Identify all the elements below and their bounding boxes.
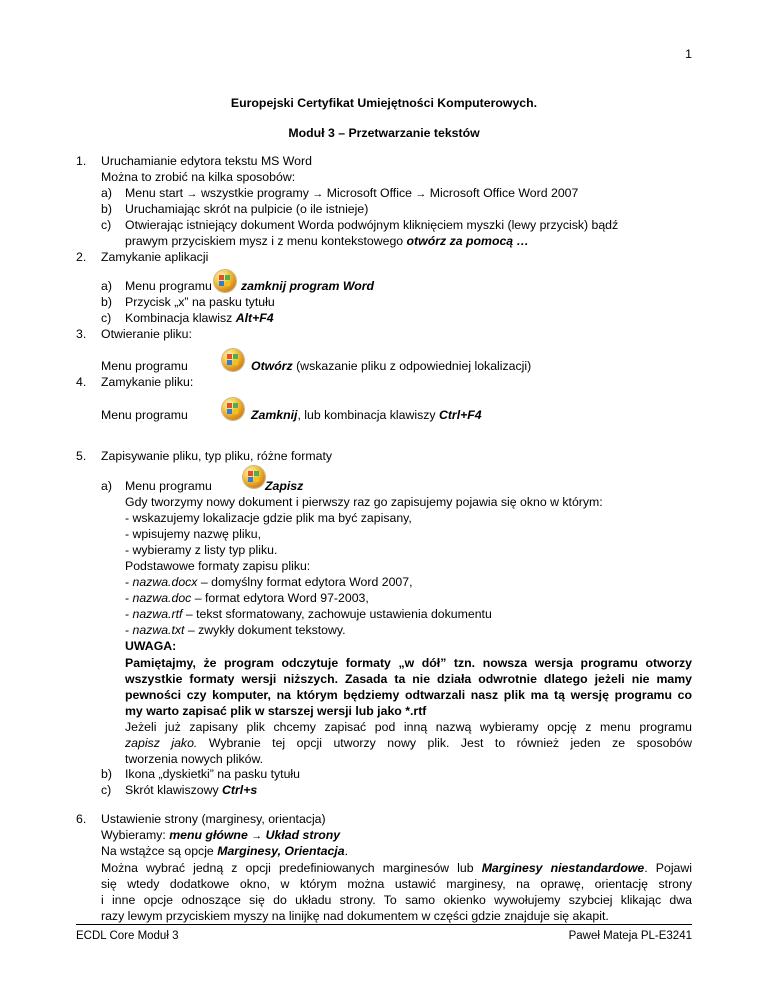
list-item: - nazwa.rtf – tekst sformatowany, zachowuje ustawienia dokumentu <box>125 607 492 621</box>
module-title: Moduł 3 – Przetwarzanie tekstów <box>288 126 480 140</box>
right-arrow-icon: → <box>415 188 427 200</box>
warning-paragraph: Pamiętajmy, że program odczytuje formaty „w dół” tzn. nowsza wersja programu otworzy wszystkie formaty wersji niższych. Zasada ta nie działa odwrotnie dlatego jeżeli nie mamy pewności czy komputer, na którym będziemy odtwarzali nasz plik ma tą wersję programu co my warto zapisać plik w starszej wersji lub jako *.rtf <box>125 656 692 718</box>
paragraph: Można to zrobić na kilka sposobów: <box>101 170 296 184</box>
item-number: 2. <box>76 250 87 264</box>
list-label: c) <box>101 218 112 232</box>
menu-command: zamknij program Word <box>241 279 375 293</box>
paragraph: Wybieramy: menu główne → Układ strony <box>101 828 341 842</box>
section-heading: Zapisywanie pliku, typ pliku, różne formaty <box>101 449 333 463</box>
list-item: - wybieramy z listy typ pliku. <box>125 543 278 557</box>
right-arrow-icon: → <box>186 188 198 200</box>
section-heading: Otwieranie pliku: <box>101 327 192 341</box>
footer-divider <box>76 924 692 925</box>
section-heading: Ustawienie strony (marginesy, orientacja) <box>101 812 326 826</box>
list-label: a) <box>101 279 112 293</box>
office-button-icon <box>222 398 244 420</box>
list-item: Kombinacja klawisz Alt+F4 <box>125 311 274 325</box>
item-number: 3. <box>76 327 87 341</box>
list-item: - wpisujemy nazwę pliku, <box>125 527 261 541</box>
list-item: Ikona „dyskietki” na pasku tytułu <box>125 767 300 781</box>
office-button-icon <box>243 466 265 488</box>
paragraph: Menu programu <box>101 408 188 422</box>
list-item: - nazwa.docx – domyślny format edytora Word 2007, <box>125 575 413 589</box>
list-label: c) <box>101 311 112 325</box>
list-item: - nazwa.doc – format edytora Word 97-2003, <box>125 591 369 605</box>
list-label: c) <box>101 783 112 797</box>
paragraph: Menu programu <box>101 359 188 373</box>
warning-label: UWAGA: <box>125 639 177 653</box>
footer-left: ECDL Core Moduł 3 <box>76 930 179 942</box>
list-item: Uruchamiając skrót na pulpicie (o ile istnieje) <box>125 202 369 216</box>
paragraph: Jeżeli już zapisany plik chcemy zapisać pod inną nazwą wybieramy opcję z menu programu zapisz jako. Wybranie tej opcji utworzy nowy plik. Jest to również jeden ze sposobów tworzenia nowych plików. <box>125 720 692 766</box>
paragraph: Podstawowe formaty zapisu pliku: <box>125 559 311 573</box>
list-label: b) <box>101 767 112 781</box>
list-item: Otwierając istniejący dokument Worda podwójnym kliknięciem myszki (lewy przycisk) bądź <box>125 218 619 232</box>
right-arrow-icon: → <box>312 188 324 200</box>
list-item: Menu programu <box>125 279 212 293</box>
list-label: b) <box>101 295 112 309</box>
item-number: 5. <box>76 449 87 463</box>
list-label: a) <box>101 186 112 200</box>
list-item: Przycisk „x” na pasku tytułu <box>125 295 275 309</box>
list-item: - nazwa.txt – zwykły dokument tekstowy. <box>125 623 346 637</box>
list-item: Skrót klawiszowy Ctrl+s <box>125 783 258 797</box>
document-title: Europejski Certyfikat Umiejętności Komputerowych. <box>230 96 538 110</box>
list-item-continued: prawym przyciskiem mysz i z menu kontekstowego otwórz za pomocą … <box>125 234 529 248</box>
right-arrow-icon: → <box>251 830 263 842</box>
list-label: a) <box>101 479 112 493</box>
list-item: Menu programu <box>125 479 212 493</box>
section-heading: Zamykanie aplikacji <box>101 250 209 264</box>
list-label: b) <box>101 202 112 216</box>
list-item: - wskazujemy lokalizacje gdzie plik ma być zapisany, <box>125 511 412 525</box>
item-number: 4. <box>76 375 87 389</box>
paragraph: Gdy tworzymy nowy dokument i pierwszy raz go zapisujemy pojawia się okno w którym: <box>125 495 603 509</box>
section-heading: Uruchamianie edytora tekstu MS Word <box>101 154 312 168</box>
footer-right: Paweł Mateja PL-E3241 <box>568 930 692 942</box>
paragraph: Zamknij, lub kombinacja klawiszy Ctrl+F4 <box>251 408 482 422</box>
paragraph: Otwórz (wskazanie pliku z odpowiedniej lokalizacji) <box>251 359 532 373</box>
page-number: 1 <box>685 47 692 61</box>
item-number: 6. <box>76 812 87 826</box>
paragraph: Na wstążce są opcje Marginesy, Orientacja. <box>101 844 348 858</box>
office-button-icon <box>214 270 236 292</box>
section-heading: Zamykanie pliku: <box>101 375 194 389</box>
list-item: Menu start → wszystkie programy → Microsoft Office → Microsoft Office Word 2007 <box>125 186 579 200</box>
menu-command: Zapisz <box>265 479 304 493</box>
office-button-icon <box>222 349 244 371</box>
item-number: 1. <box>76 154 87 168</box>
paragraph: Można wybrać jedną z opcji predefiniowanych marginesów lub Marginesy niestandardowe. Pojawi się wtedy dodatkowe okno, w którym można ustawić marginesy, na oprawę, orientację strony i inne opcje odnoszące się do układu strony. To samo okienko wywołujemy szybciej klikając dwa razy lewym przyciskiem myszy na linijkę nad dokumentem w części gdzie znajduje się akapit. <box>101 861 693 923</box>
